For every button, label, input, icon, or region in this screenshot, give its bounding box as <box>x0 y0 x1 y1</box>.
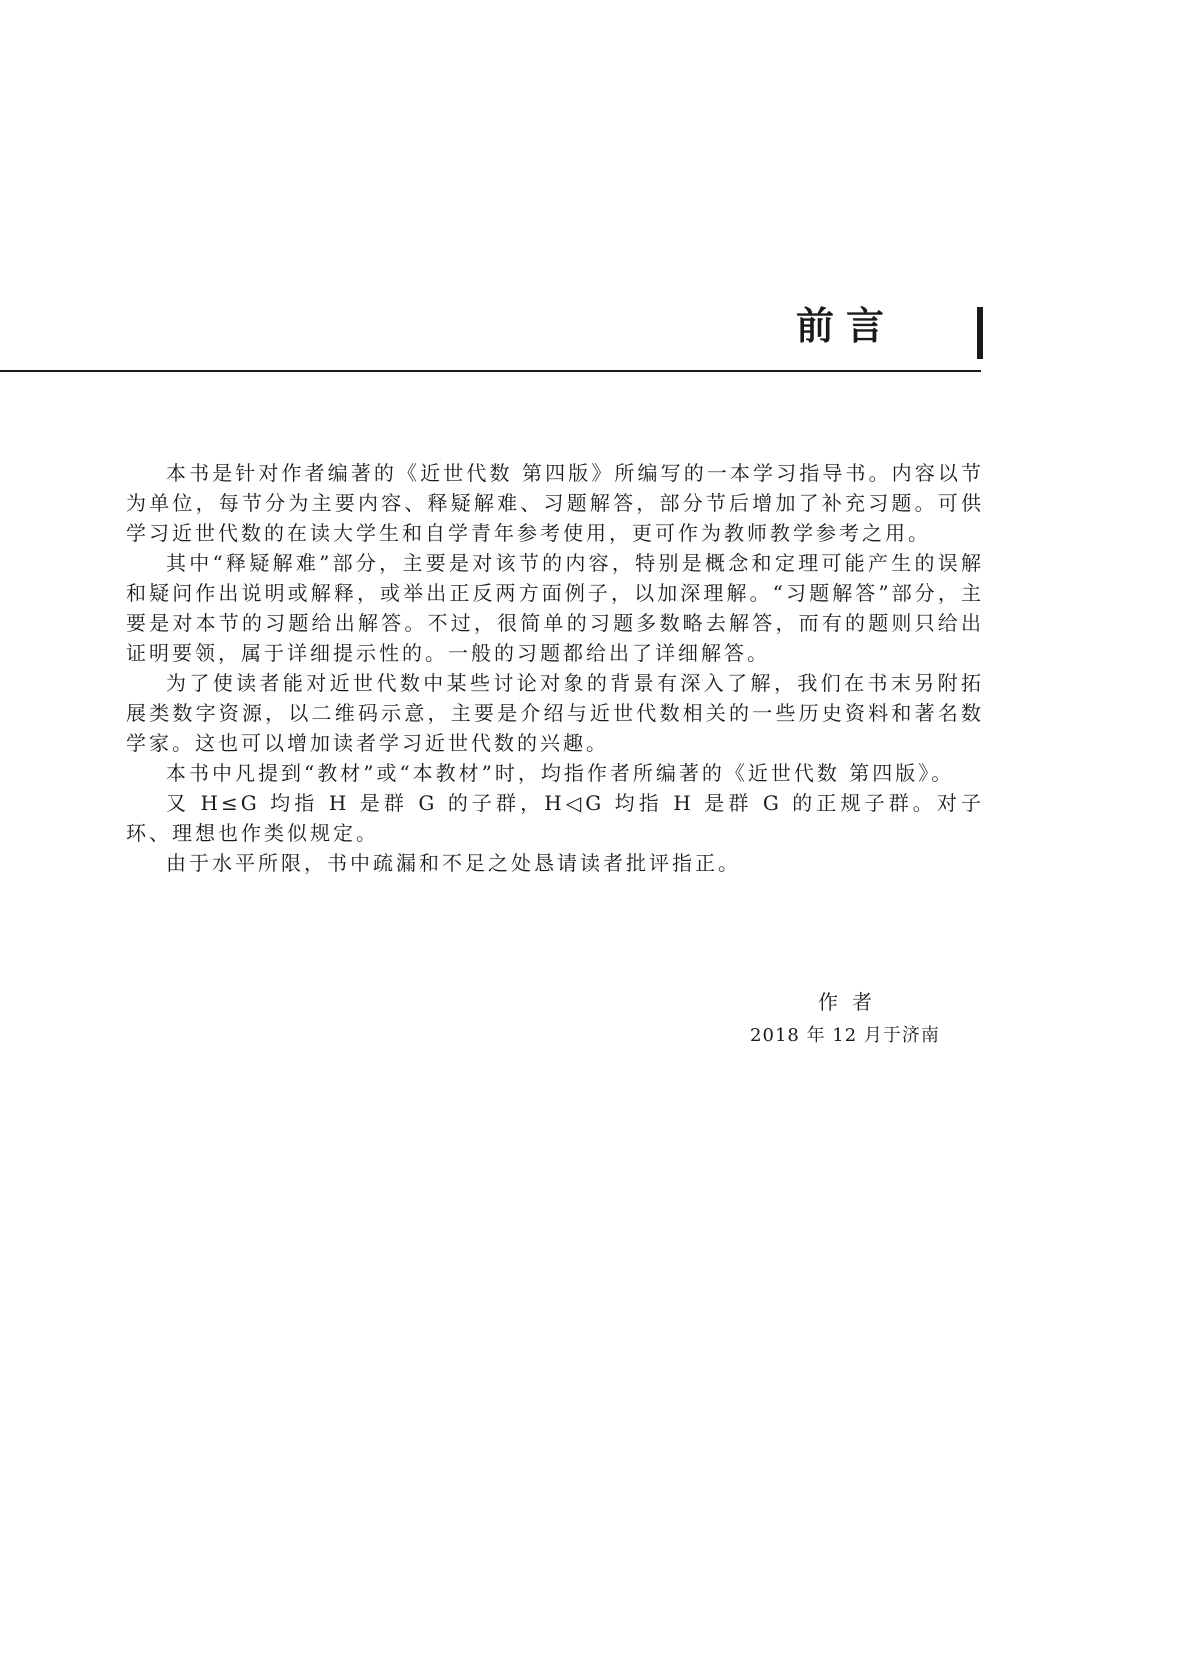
title-accent-bar <box>977 307 983 359</box>
paragraph-intro: 本书是针对作者编著的《近世代数 第四版》所编写的一本学习指导书。内容以节为单位，每节分为主要内容、释疑解难、习题解答，部分节后增加了补充习题。可供学习近世代数的在读大学生和自学青年参考使用，更可作为教师教学参考之用。 <box>126 461 984 545</box>
signature-date: 2018 年 12 月于济南 <box>750 1025 940 1046</box>
signature-block <box>740 985 950 1053</box>
paragraph-textbook-reference: 本书中凡提到“教材”或“本教材”时，均指作者所编著的《近世代数 第四版》。 <box>166 761 955 785</box>
signature-author: 作者 <box>818 990 886 1014</box>
header-rule <box>0 370 981 372</box>
preface-body <box>126 458 984 878</box>
paragraph-resources: 为了使读者能对近世代数中某些讨论对象的背景有深入了解，我们在书末另附拓展类数字资源，以二维码示意，主要是介绍与近世代数相关的一些历史资料和著名数学家。这也可以增加读者学习近世代数的兴趣。 <box>126 671 984 755</box>
paragraph-closing: 由于水平所限，书中疏漏和不足之处恳请读者批评指正。 <box>166 851 741 875</box>
paragraph-notation: 又 H≤G 均指 H 是群 G 的子群，H◁G 均指 H 是群 G 的正规子群。对子环、理想也作类似规定。 <box>126 791 984 845</box>
paragraph-explanation: 其中“释疑解难”部分，主要是对该节的内容，特别是概念和定理可能产生的误解和疑问作出说明或解释，或举出正反两方面例子，以加深理解。“习题解答”部分，主要是对本节的习题给出解答。不过，很简单的习题多数略去解答，而有的题则只给出证明要领，属于详细提示性的。一般的习题都给出了详细解答。 <box>126 551 984 665</box>
page-title: 前言 <box>795 304 896 348</box>
